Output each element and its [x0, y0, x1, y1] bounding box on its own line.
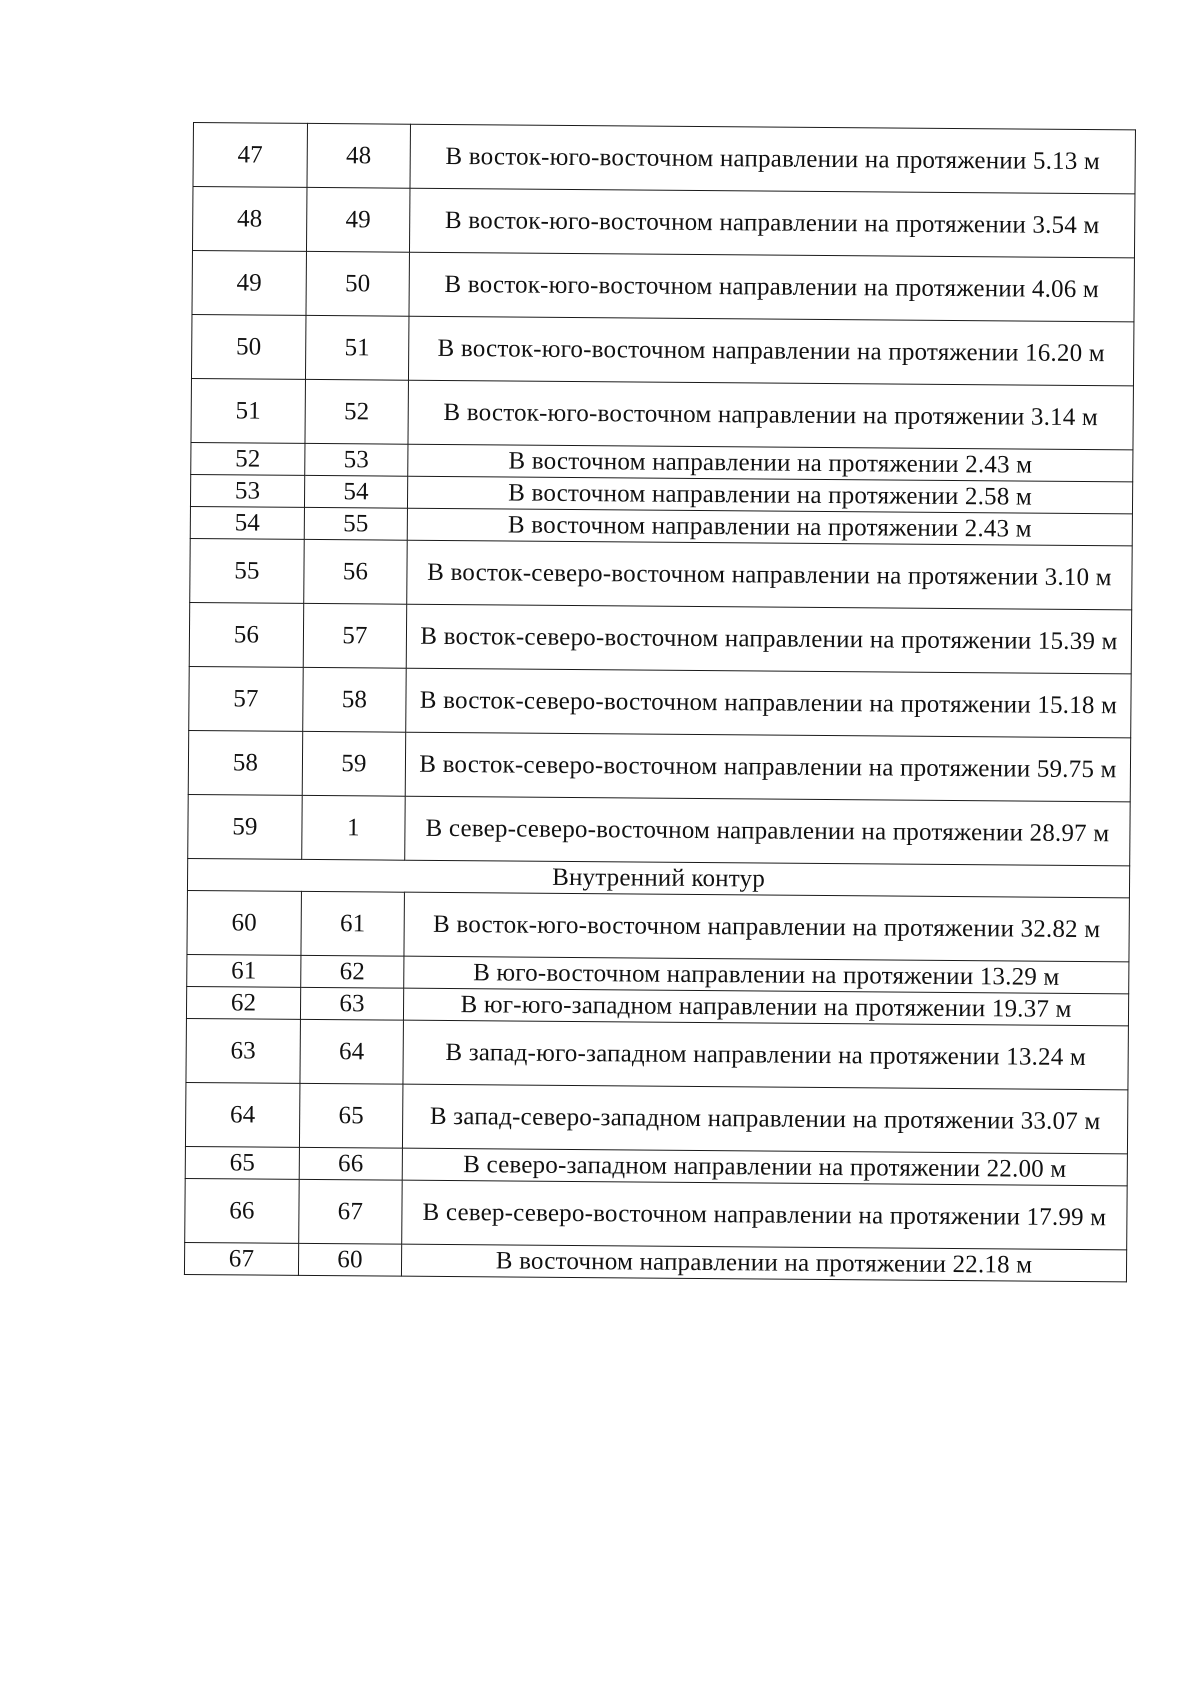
- direction-description-cell: В запад-северо-западном направлении на протяжении 33.07 м: [402, 1084, 1127, 1154]
- section-title: Внутренний контур: [187, 858, 1129, 897]
- point-from-cell: 47: [193, 123, 307, 188]
- point-from-cell: 61: [187, 954, 301, 987]
- point-to-cell: 60: [298, 1243, 401, 1276]
- direction-description-cell: В восток-юго-восточном направлении на протяжении 3.14 м: [408, 380, 1133, 450]
- point-from-cell: 53: [190, 474, 304, 507]
- point-to-cell: 53: [305, 443, 408, 476]
- point-to-cell: 54: [304, 475, 407, 508]
- direction-description-cell: В восток-северо-восточном направлении на протяжении 3.10 м: [407, 540, 1132, 610]
- point-from-cell: 66: [185, 1178, 299, 1243]
- point-from-cell: 48: [192, 187, 306, 252]
- direction-description-cell: В восток-юго-восточном направлении на протяжении 32.82 м: [404, 892, 1129, 962]
- point-from-cell: 55: [190, 538, 304, 603]
- point-from-cell: 64: [185, 1082, 299, 1147]
- table-row: [184, 1242, 1126, 1281]
- point-from-cell: 51: [191, 378, 305, 443]
- point-to-cell: 57: [303, 603, 406, 668]
- table-row: [189, 602, 1131, 673]
- point-to-cell: 55: [304, 507, 407, 540]
- point-to-cell: 66: [299, 1147, 402, 1180]
- direction-description-cell: В север-северо-восточном направлении на протяжении 28.97 м: [405, 796, 1130, 866]
- table-body: [184, 123, 1135, 1282]
- table-row: [192, 250, 1134, 321]
- point-to-cell: 67: [299, 1179, 402, 1244]
- direction-description-cell: В северо-западном направлении на протяжении 22.00 м: [402, 1148, 1127, 1186]
- table-row: [193, 123, 1135, 194]
- point-to-cell: 63: [300, 987, 403, 1020]
- point-from-cell: 50: [191, 314, 305, 379]
- point-to-cell: 62: [301, 955, 404, 988]
- point-to-cell: 52: [305, 379, 408, 444]
- point-to-cell: 65: [299, 1083, 402, 1148]
- table-row: [188, 794, 1130, 865]
- direction-description-cell: В восток-юго-восточном направлении на протяжении 16.20 м: [408, 316, 1133, 386]
- point-from-cell: 62: [186, 986, 300, 1019]
- point-to-cell: 56: [304, 539, 407, 604]
- table-row: [190, 538, 1132, 609]
- boundary-description-table: [184, 122, 1136, 1282]
- table-row: [187, 890, 1129, 961]
- direction-description-cell: В север-северо-восточном направлении на протяжении 17.99 м: [402, 1180, 1127, 1250]
- table-row: [188, 730, 1130, 801]
- point-from-cell: 54: [190, 506, 304, 539]
- table-row: [186, 1018, 1128, 1089]
- point-to-cell: 49: [306, 187, 409, 252]
- point-to-cell: 1: [302, 795, 405, 860]
- direction-description-cell: В восток-юго-восточном направлении на протяжении 3.54 м: [409, 188, 1134, 258]
- point-from-cell: 60: [187, 890, 301, 955]
- point-from-cell: 52: [191, 442, 305, 475]
- direction-description-cell: В восток-северо-восточном направлении на протяжении 15.18 м: [406, 668, 1131, 738]
- direction-description-cell: В восточном направлении на протяжении 2.58 м: [407, 476, 1132, 514]
- point-from-cell: 49: [192, 250, 306, 315]
- direction-description-cell: В восточном направлении на протяжении 2.43 м: [407, 508, 1132, 546]
- point-to-cell: 58: [303, 667, 406, 732]
- point-to-cell: 64: [300, 1019, 403, 1084]
- direction-description-cell: В восток-северо-восточном направлении на протяжении 15.39 м: [406, 604, 1131, 674]
- direction-description-cell: В восток-северо-восточном направлении на протяжении 59.75 м: [405, 732, 1130, 802]
- point-from-cell: 57: [189, 666, 303, 731]
- point-to-cell: 61: [301, 891, 404, 956]
- direction-description-cell: В юго-восточном направлении на протяжении 13.29 м: [404, 956, 1129, 994]
- point-to-cell: 59: [302, 731, 405, 796]
- direction-description-cell: В юг-юго-западном направлении на протяжении 19.37 м: [403, 988, 1128, 1026]
- point-to-cell: 48: [307, 123, 410, 188]
- direction-description-cell: В восток-юго-восточном направлении на протяжении 4.06 м: [409, 252, 1134, 322]
- direction-description-cell: В восток-юго-восточном направлении на протяжении 5.13 м: [410, 124, 1135, 194]
- direction-description-cell: В запад-юго-западном направлении на протяжении 13.24 м: [403, 1020, 1128, 1090]
- point-to-cell: 51: [305, 315, 408, 380]
- table-row: [191, 378, 1133, 449]
- table-row: [185, 1178, 1127, 1249]
- direction-description-cell: В восточном направлении на протяжении 2.43 м: [408, 444, 1133, 482]
- point-from-cell: 59: [188, 794, 302, 859]
- table-row: [185, 1082, 1127, 1153]
- point-from-cell: 56: [189, 602, 303, 667]
- table-row: [191, 314, 1133, 385]
- point-to-cell: 50: [306, 251, 409, 316]
- table-row: [189, 666, 1131, 737]
- point-from-cell: 58: [188, 730, 302, 795]
- point-from-cell: 67: [184, 1242, 298, 1275]
- point-from-cell: 65: [185, 1146, 299, 1179]
- point-from-cell: 63: [186, 1018, 300, 1083]
- table-row: [192, 187, 1134, 258]
- direction-description-cell: В восточном направлении на протяжении 22.18 м: [401, 1244, 1126, 1282]
